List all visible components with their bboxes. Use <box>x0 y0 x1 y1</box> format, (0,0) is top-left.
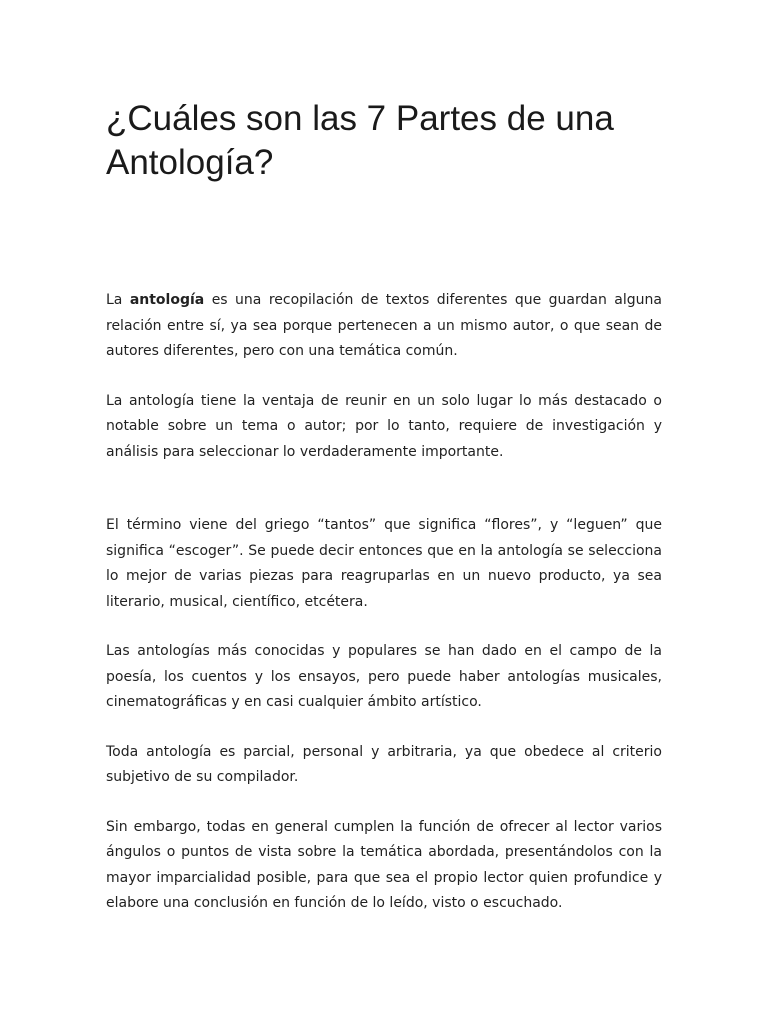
paragraph-popular: Las antologías más conocidas y populares se han dado en el campo de la poesía, los cuentos y los ensayos, pero puede haber antologías musicales, cinematográficas y en casi cualquier ámbito artístico. <box>106 643 662 710</box>
paragraph-definition-rest: es una recopilación de textos diferentes que guardan alguna relación entre sí, ya sea porque pertenecen a un mismo autor, o que sean de autores diferentes, pero con una temática común. <box>106 292 662 359</box>
paragraph-advantage: La antología tiene la ventaja de reunir en un solo lugar lo más destacado o notable sobre un tema o autor; por lo tanto, requiere de investigación y análisis para seleccionar lo verdaderamente importante. <box>106 392 662 460</box>
paragraph-etymology: El término viene del griego “tantos” que significa “flores”, y “leguen” que significa “escoger”. Se puede decir entonces que en la antología se selecciona lo mejor de varias piezas para reagruparlas en un nuevo producto, ya sea literario, musical, científico, etcétera. <box>106 517 662 610</box>
keyword-antologia: antología <box>129 292 205 308</box>
paragraph-subjective: Toda antología es parcial, personal y arbitraria, ya que obedece al criterio subjetivo de su compilador. <box>106 743 662 785</box>
paragraph-definition <box>106 288 662 365</box>
paragraph-function: Sin embargo, todas en general cumplen la función de ofrecer al lector varios ángulos o puntos de vista sobre la temática abordada, presentándolos con la mayor imparcialidad posible, para que sea el propio lector quien profundice y elabore una conclusión en función de lo leído, visto o escuchado. <box>106 818 662 911</box>
article-body <box>106 288 662 917</box>
paragraph-definition-lead: La <box>106 292 130 308</box>
page-title: ¿Cuáles son las 7 Partes de una Antología? <box>106 99 614 182</box>
